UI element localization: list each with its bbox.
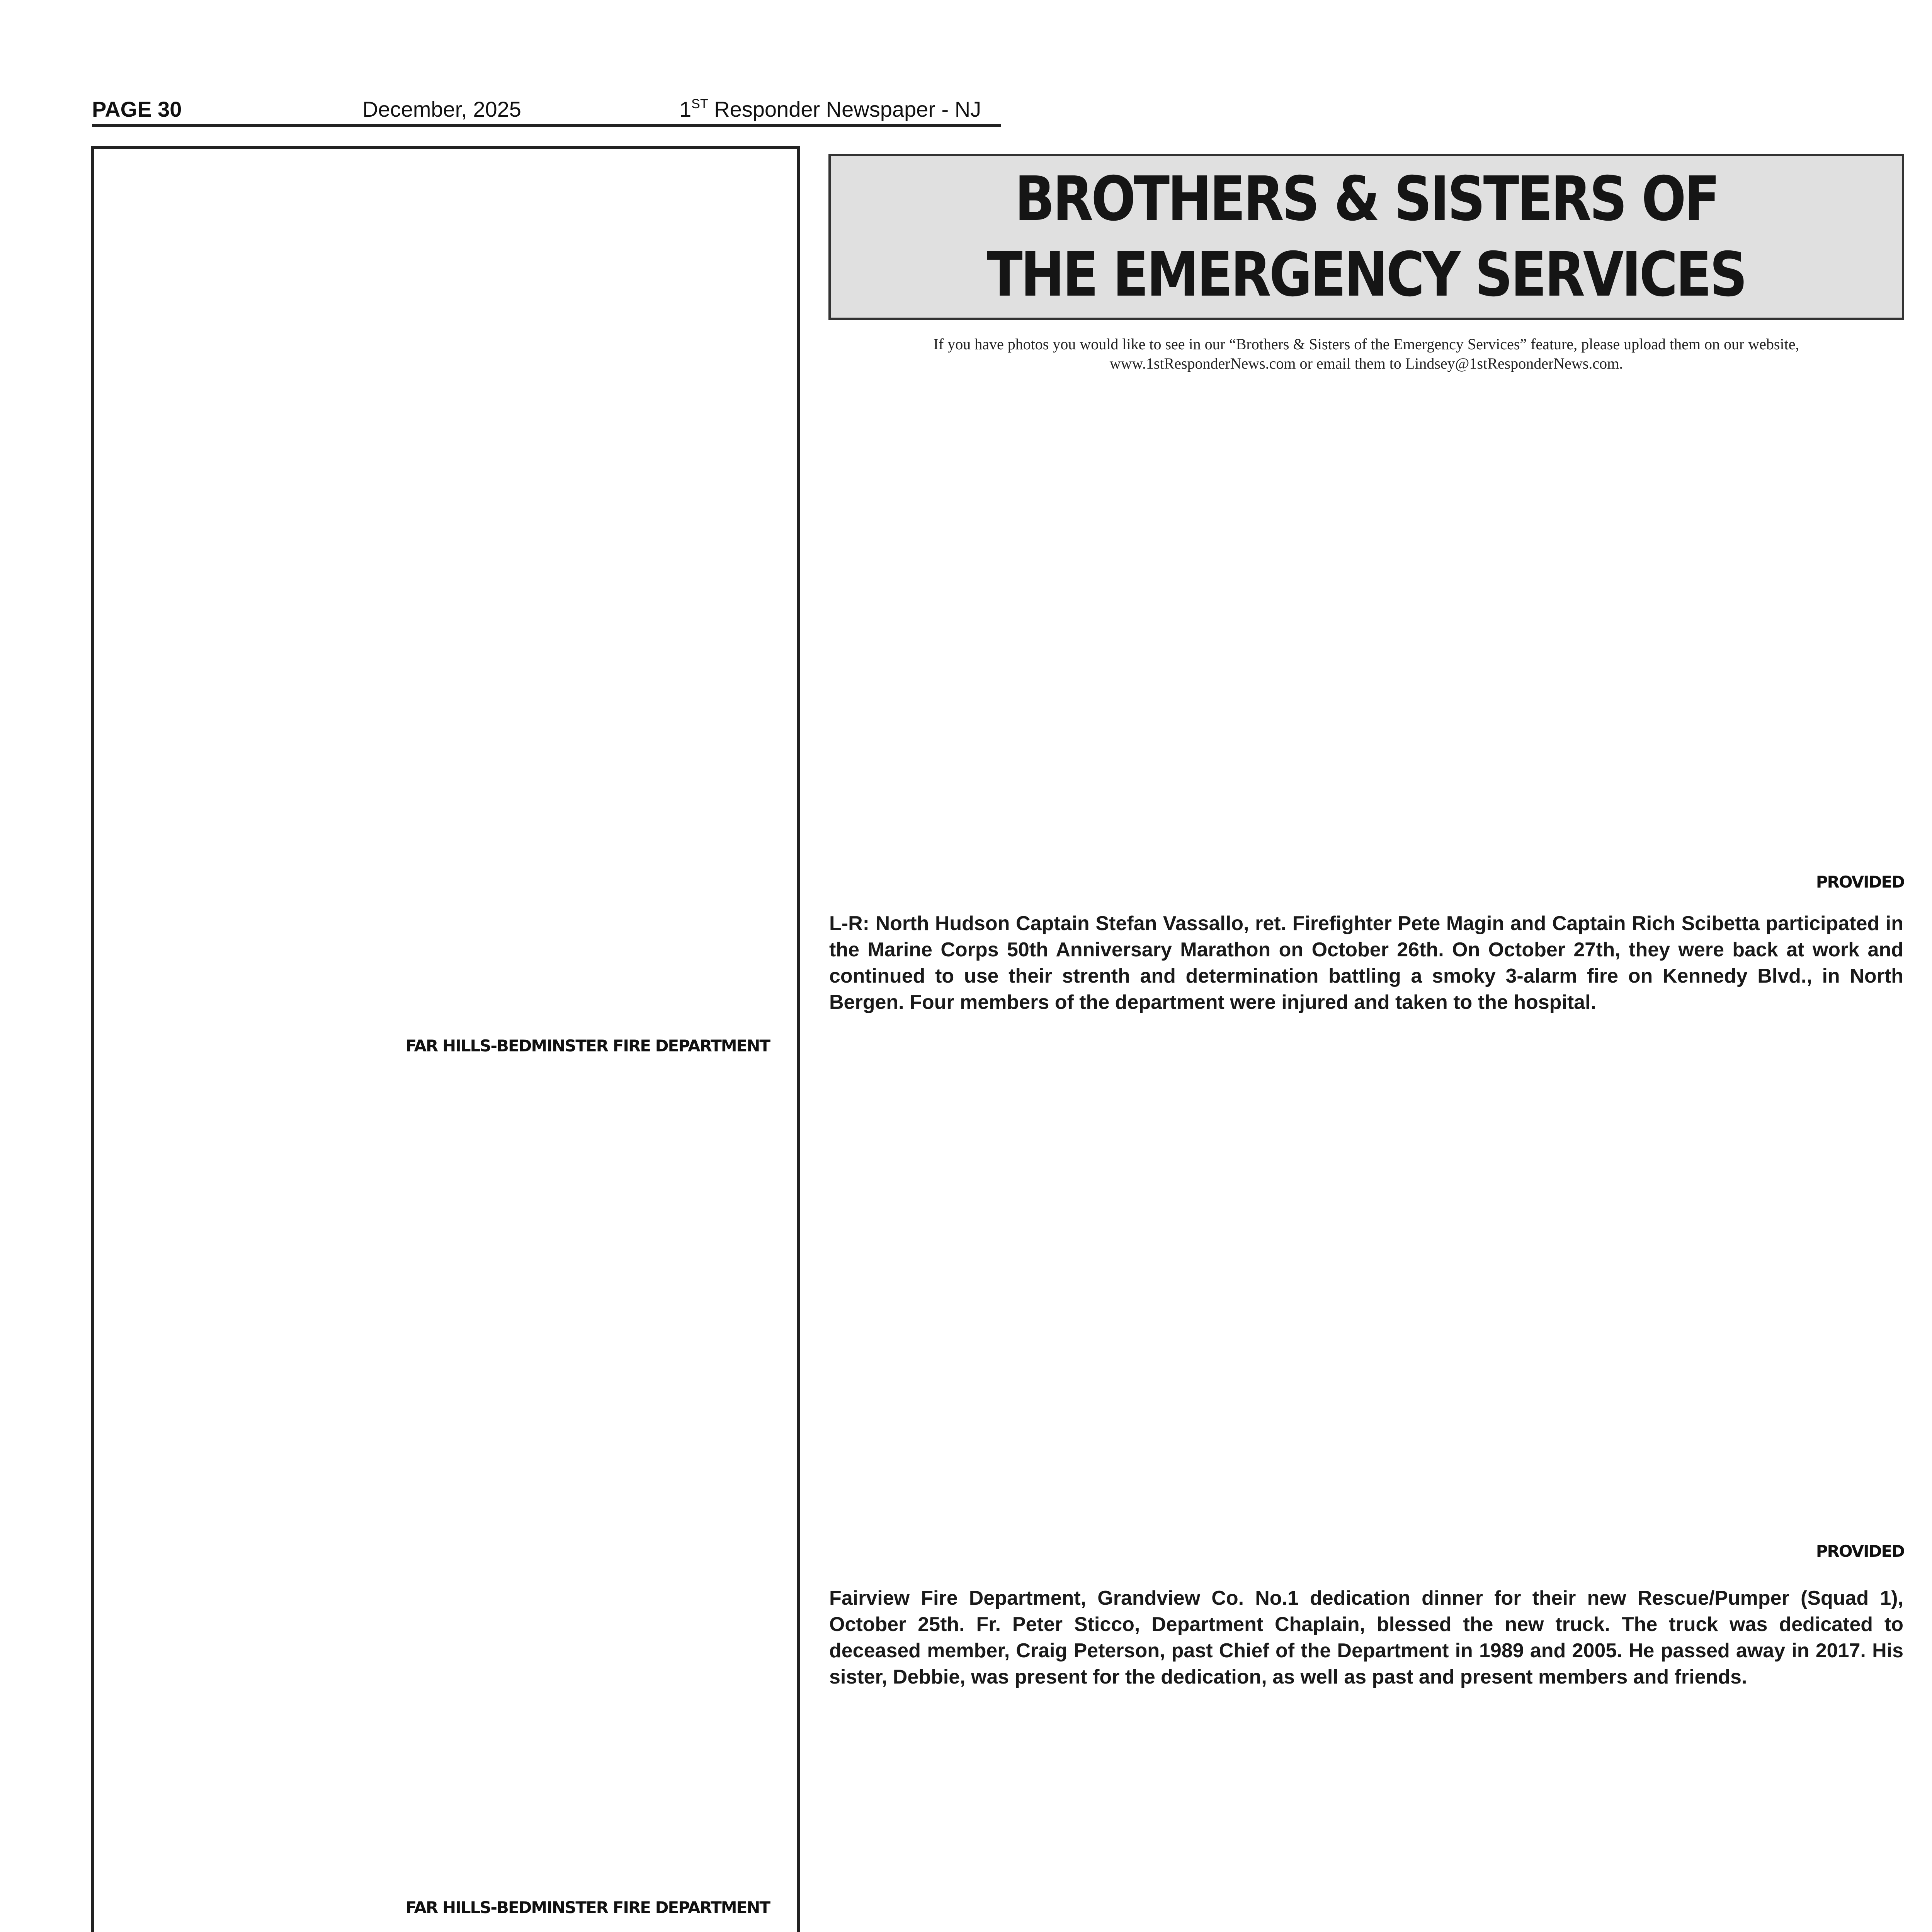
photo-credit: FAR HILLS-BEDMINSTER FIRE DEPARTMENT bbox=[405, 1036, 770, 1055]
submission-note-line: www.1stResponderNews.com or email them to Lindsey@1stResponderNews.com. bbox=[1109, 355, 1623, 372]
running-header bbox=[92, 91, 1001, 127]
banner-title-line: BROTHERS & SISTERS OF bbox=[1014, 163, 1718, 235]
newspaper-name-prefix: 1 bbox=[679, 97, 692, 121]
newspaper-name-rest: Responder Newspaper - NJ bbox=[708, 97, 981, 121]
section-banner bbox=[828, 154, 1904, 320]
page-number: PAGE 30 bbox=[92, 97, 182, 121]
newspaper-name bbox=[679, 97, 981, 120]
banner-title-line: THE EMERGENCY SERVICES bbox=[987, 239, 1746, 310]
photo-credit: PROVIDED bbox=[1816, 872, 1904, 891]
photo-caption: Fairview Fire Department, Grandview Co. No.1 dedication dinner for their new Rescue/Pumper (Squad 1), October 25th. Fr. Peter Sticco, Department Chaplain, blessed the new truck. The truck was dedicated to deceased member, Craig Peterson, past Chief of the Department in 1989 and 2005. He passed away in 2017. His sister, Debbie, was present for the dedication, as well as past and present members and friends. bbox=[829, 1587, 1903, 1688]
photo-caption: L-R: North Hudson Captain Stefan Vassallo, ret. Firefighter Pete Magin and Captain Rich Scibetta participated in the Marine Corps 50th Anniversary Marathon on October 26th. On October 27th, they were back at work and continued to use their strenth and determination battling a smoky 3-alarm fire on Kennedy Blvd., in North Bergen. Four members of the department were injured and taken to the hospital. bbox=[829, 912, 1903, 1014]
submission-note-line: If you have photos you would like to see in our “Brothers & Sisters of the Emergency Services” feature, please upload them on our website, bbox=[933, 335, 1799, 353]
left-article-frame bbox=[91, 146, 800, 1932]
photo-credit: PROVIDED bbox=[1816, 1542, 1904, 1561]
issue-date: December, 2025 bbox=[362, 97, 521, 121]
submission-note bbox=[828, 335, 1904, 373]
photo-credit: FAR HILLS-BEDMINSTER FIRE DEPARTMENT bbox=[405, 1898, 770, 1917]
newspaper-name-superscript: ST bbox=[691, 97, 708, 111]
